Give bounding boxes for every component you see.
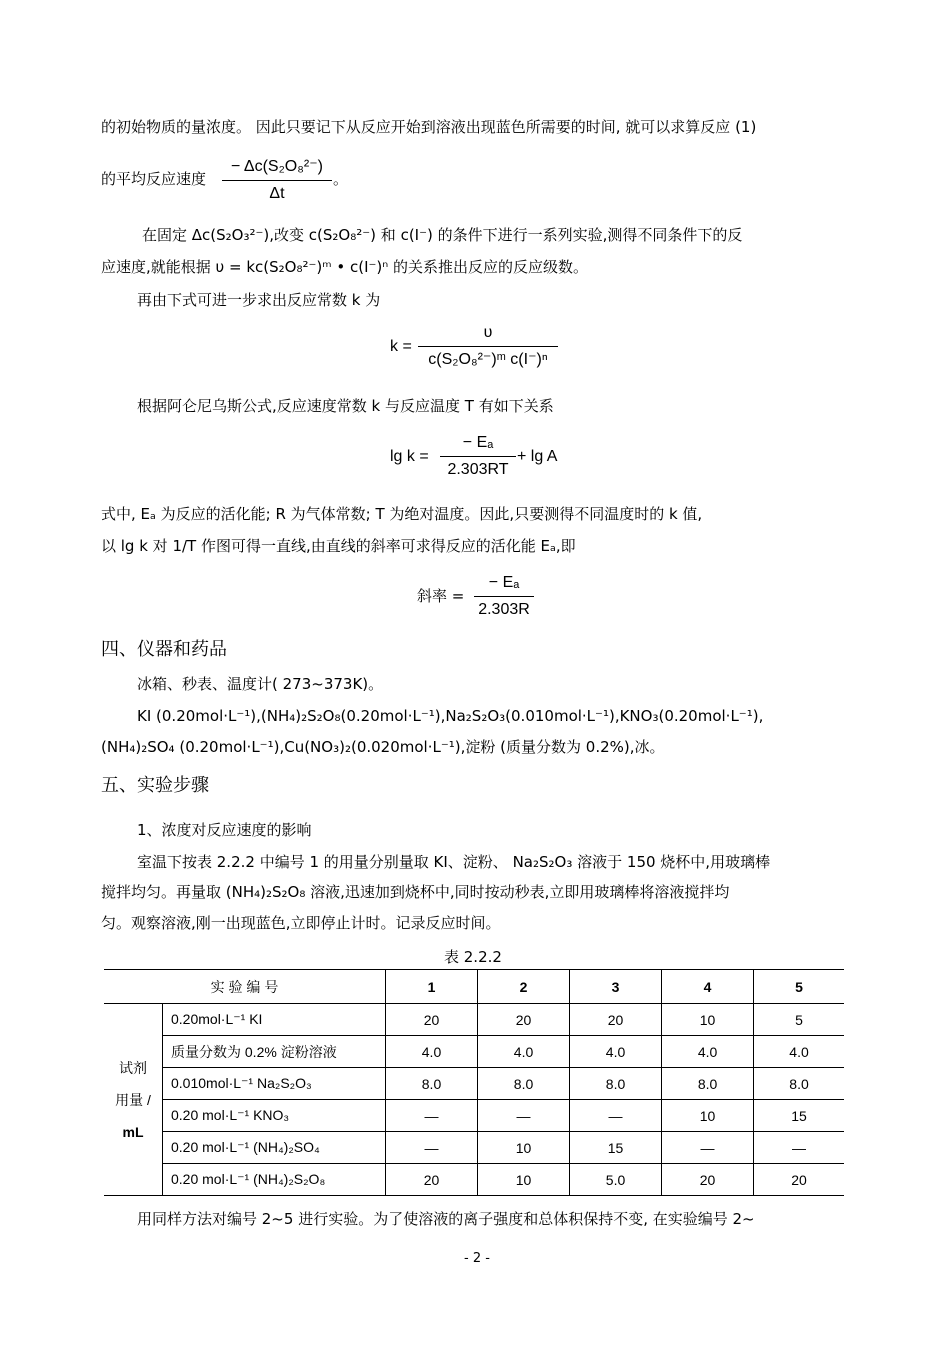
table-cell: 4.0 [754, 1036, 844, 1068]
column-header: 2 [478, 970, 570, 1004]
table-cell: 15 [570, 1132, 662, 1164]
formula-lhs: k = [390, 338, 412, 355]
table-row [104, 1068, 844, 1100]
table-cell: 10 [478, 1132, 570, 1164]
paragraph-line: 的初始物质的量浓度。 因此只要记下从反应开始到溶液出现蓝色所需要的时间, 就可以求算反应 (1) [101, 118, 757, 136]
formula-denominator: 2.303RT [447, 461, 509, 478]
group-label-unit: mL [122, 1123, 144, 1140]
formula-numerator: − Eₐ [462, 434, 494, 451]
table-cell: 5.0 [570, 1164, 662, 1196]
rate-constant-formula [418, 322, 558, 371]
table-cell: 10 [662, 1100, 754, 1132]
table-row [104, 1100, 844, 1132]
column-header: 4 [662, 970, 754, 1004]
table-cell: — [478, 1100, 570, 1132]
paragraph-line: 冰箱、秒表、温度计( 273~373K)。 [137, 675, 384, 693]
header-label: 实 验 编 号 [104, 970, 386, 1004]
paragraph-line: 式中, Eₐ 为反应的活化能; R 为气体常数; T 为绝对温度。因此,只要测得不同温度时的 k 值, [101, 505, 703, 523]
section-heading: 五、实验步骤 [101, 775, 209, 796]
column-header: 3 [570, 970, 662, 1004]
reagent-name: 质量分数为 0.2% 淀粉溶液 [163, 1036, 386, 1068]
table-cell: 8.0 [386, 1068, 478, 1100]
table-cell: 15 [754, 1100, 844, 1132]
table-row [104, 1036, 844, 1068]
formula-numerator: − Δc(S₂O₈²⁻) [231, 158, 323, 175]
formula-denominator: 2.303R [478, 601, 530, 618]
group-label-line: 试剂 [119, 1059, 147, 1076]
table-cell: 8.0 [662, 1068, 754, 1100]
column-header: 5 [754, 970, 844, 1004]
paragraph-line: 室温下按表 2.2.2 中编号 1 的用量分别量取 KI、淀粉、 Na₂S₂O₃ 溶液于 150 烧杯中,用玻璃棒 [137, 853, 771, 871]
formula-numerator: υ [483, 324, 493, 341]
table-cell: 20 [386, 1004, 478, 1036]
paragraph-line: 再由下式可进一步求出反应常数 k 为 [137, 291, 381, 309]
column-header: 1 [386, 970, 478, 1004]
table-cell: — [754, 1132, 844, 1164]
paragraph-line: 根据阿仑尼乌斯公式,反应速度常数 k 与反应温度 T 有如下关系 [137, 397, 554, 415]
reagent-name: 0.20 mol·L⁻¹ (NH₄)₂S₂O₈ [163, 1164, 386, 1196]
paragraph-line: (NH₄)₂SO₄ (0.20mol·L⁻¹),Cu(NO₃)₂(0.020mol·L⁻¹),淀粉 (质量分数为 0.2%),冰。 [101, 738, 665, 756]
fraction-bar [418, 346, 558, 347]
page-number: - 2 - [464, 1251, 490, 1266]
table-cell: 20 [570, 1004, 662, 1036]
paragraph-line: 。 [333, 170, 349, 188]
table-cell: 20 [386, 1164, 478, 1196]
table-cell: — [570, 1100, 662, 1132]
table-cell: 20 [662, 1164, 754, 1196]
paragraph-line: KI (0.20mol·L⁻¹),(NH₄)₂S₂O₈(0.20mol·L⁻¹),Na₂S₂O₃(0.010mol·L⁻¹),KNO₃(0.20mol·L⁻¹), [137, 707, 764, 725]
group-label-line: 用量 / [115, 1091, 151, 1108]
paragraph-line: 搅拌均匀。再量取 (NH₄)₂S₂O₈ 溶液,迅速加到烧杯中,同时按动秒表,立即用玻璃棒将溶液搅拌均 [101, 883, 730, 901]
group-label [104, 1004, 163, 1196]
formula-denominator: c(S₂O₈²⁻)ᵐ c(I⁻)ⁿ [428, 351, 548, 368]
table-cell: — [386, 1100, 478, 1132]
table-caption: 表 2.2.2 [444, 948, 502, 966]
table-cell: 4.0 [570, 1036, 662, 1068]
table-row [104, 1132, 844, 1164]
table-cell: 4.0 [478, 1036, 570, 1068]
section-heading: 四、仪器和药品 [101, 639, 227, 660]
formula-denominator: Δt [269, 185, 285, 202]
slope-formula [474, 572, 534, 621]
paragraph-line: 用同样方法对编号 2~5 进行实验。为了使溶液的离子强度和总体积保持不变, 在实验编号 2~ [137, 1210, 755, 1228]
average-rate-formula [222, 156, 332, 205]
table-cell: — [386, 1132, 478, 1164]
table-cell: 10 [662, 1004, 754, 1036]
paragraph-line: 的平均反应速度 [101, 170, 207, 188]
fraction-bar [222, 180, 332, 181]
table-cell: 4.0 [386, 1036, 478, 1068]
table-cell: 10 [478, 1164, 570, 1196]
table-cell: 20 [754, 1164, 844, 1196]
paragraph-line: 应速度,就能根据 υ = kc(S₂O₈²⁻)ᵐ • c(I⁻)ⁿ 的关系推出反应的反应级数。 [101, 258, 589, 276]
table-cell: 5 [754, 1004, 844, 1036]
table-cell: — [662, 1132, 754, 1164]
paragraph-line: 以 lg k 对 1/T 作图可得一直线,由直线的斜率可求得反应的活化能 Eₐ,即 [101, 537, 576, 555]
table-cell: 4.0 [662, 1036, 754, 1068]
reagent-name: 0.20mol·L⁻¹ KI [163, 1004, 386, 1036]
table-cell: 8.0 [754, 1068, 844, 1100]
formula-lhs: lg k = [390, 448, 429, 465]
reagent-name: 0.20 mol·L⁻¹ (NH₄)₂SO₄ [163, 1132, 386, 1164]
paragraph-line: 在固定 Δc(S₂O₃²⁻),改变 c(S₂O₈²⁻) 和 c(I⁻) 的条件下进行一系列实验,测得不同条件下的反 [142, 226, 743, 244]
arrhenius-formula [440, 432, 516, 481]
table-header-row [104, 970, 844, 1004]
formula-rhs: + lg A [517, 448, 558, 465]
formula-lhs: 斜率 = [417, 587, 465, 605]
paragraph-line: 匀。观察溶液,刚一出现蓝色,立即停止计时。记录反应时间。 [101, 914, 501, 932]
table-cell: 8.0 [478, 1068, 570, 1100]
table-row [104, 1004, 844, 1036]
formula-numerator: − Eₐ [488, 574, 520, 591]
table-cell: 8.0 [570, 1068, 662, 1100]
fraction-bar [474, 596, 534, 597]
reagent-table [104, 969, 844, 1196]
table-cell: 20 [478, 1004, 570, 1036]
reagent-name: 0.010mol·L⁻¹ Na₂S₂O₃ [163, 1068, 386, 1100]
subsection-heading: 1、浓度对反应速度的影响 [137, 821, 312, 839]
reagent-name: 0.20 mol·L⁻¹ KNO₃ [163, 1100, 386, 1132]
fraction-bar [440, 456, 516, 457]
table-row [104, 1164, 844, 1196]
